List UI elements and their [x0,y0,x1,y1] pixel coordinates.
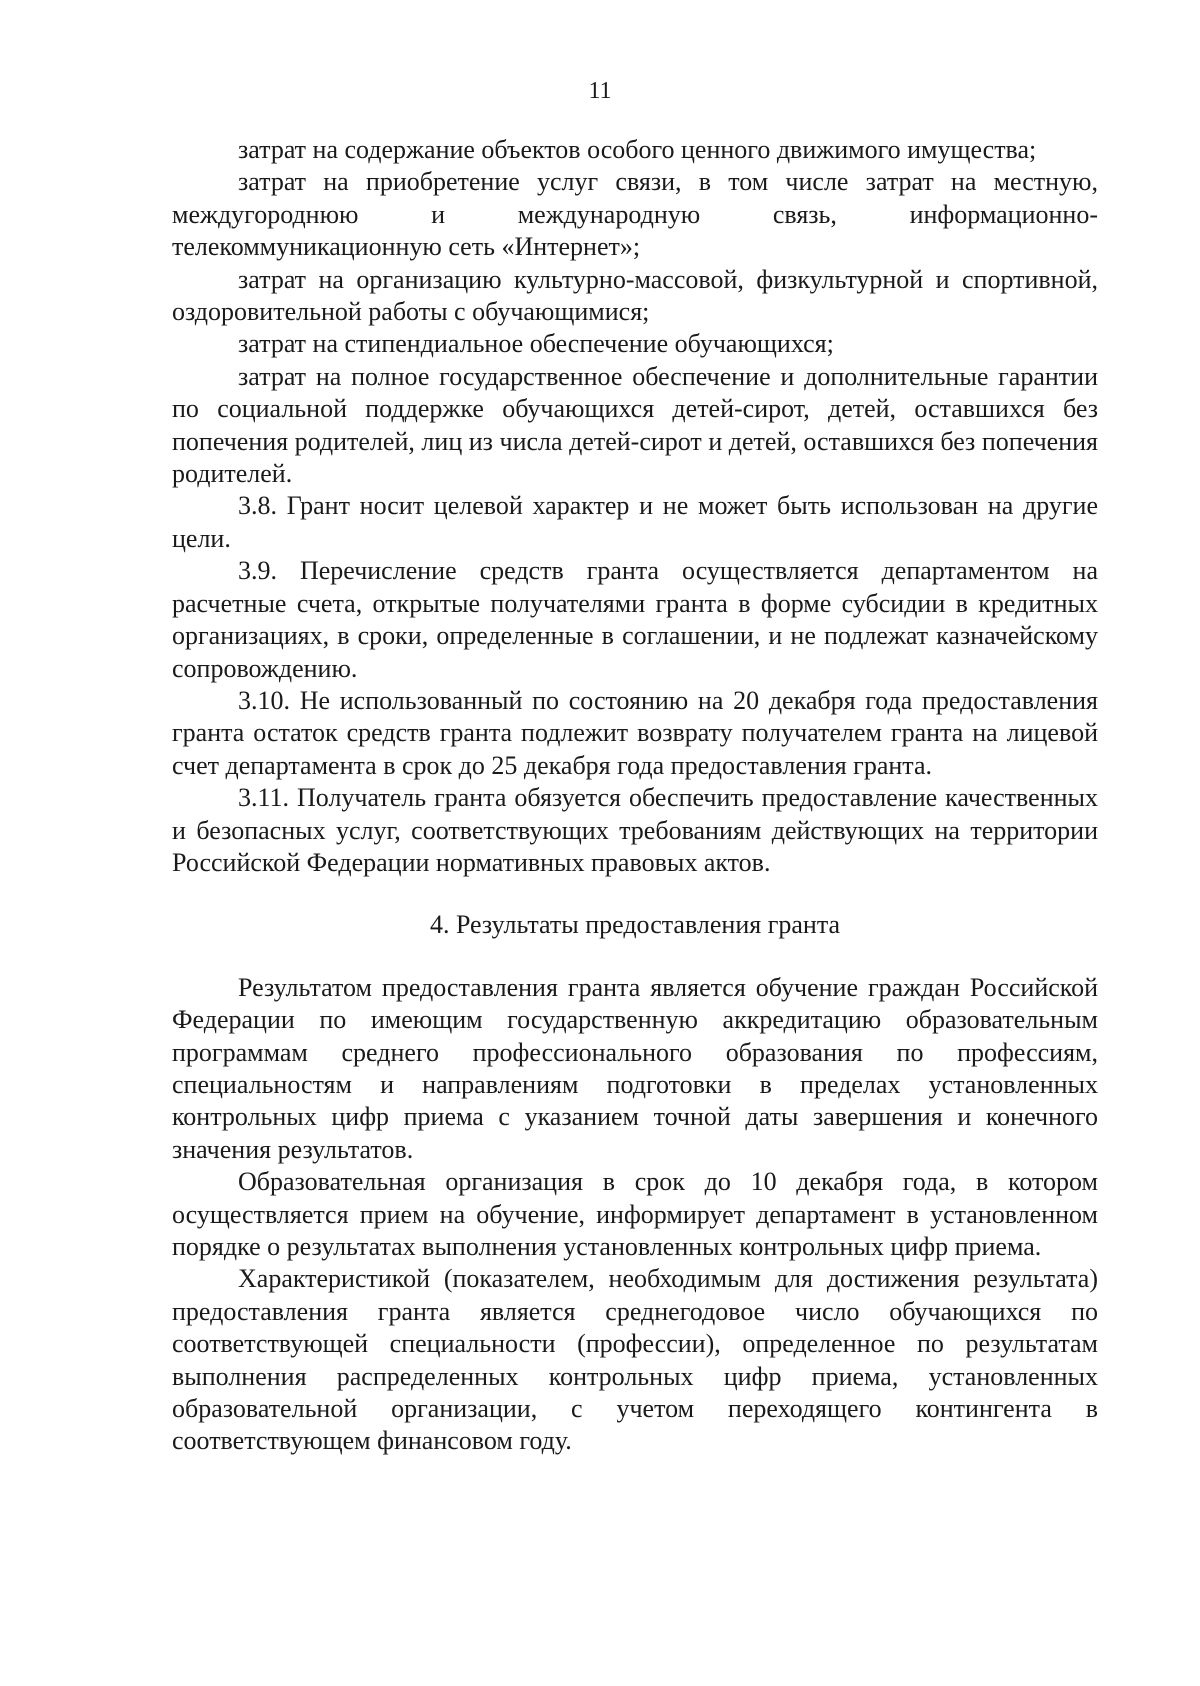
paragraph: затрат на приобретение услуг связи, в том числе затрат на местную, междугороднюю и международную связь, информационно-телекоммуникационную сеть «Интернет»; [172,167,1098,262]
paragraph: Образовательная организация в срок до 10 декабря года, в котором осуществляется прием на обучение, информирует департамент в установленном порядке о результатах выполнения установленных контрольных цифр приема. [172,1167,1098,1261]
paragraph: затрат на стипендиальное обеспечение обучающихся; [238,329,834,359]
paragraph: Характеристикой (показателем, необходимым для достижения результата) предоставления гранта является среднегодовое число обучающихся по соответствующей специальности (профессии), определенное по результатам выполнения распределенных контрольных цифр приема, установленных образовательной организации, с учетом переходящего контингента в соответствующем финансовом году. [172,1264,1098,1456]
paragraph-3-10: 3.10. Не использованный по состоянию на 20 декабря года предоставления гранта остаток средств гранта подлежит возврату получателем гранта на лицевой счет департамента в срок до 25 декабря года предоставления гранта. [172,685,1098,780]
paragraph: затрат на полное государственное обеспечение и дополнительные гарантии по социальной поддержке обучающихся детей-сирот, детей, оставшихся без попечения родителей, лиц из числа детей-сирот и детей, оставшихся без попечения родителей. [172,361,1098,489]
paragraph: затрат на содержание объектов особого ценного движимого имущества; [238,135,1037,164]
section-heading: 4. Результаты предоставления гранта [429,910,841,940]
document-body [172,134,1098,1458]
page-number: 11 [588,78,612,104]
paragraph-3-9: 3.9. Перечисление средств гранта осуществляется департаментом на расчетные счета, открытые получателями гранта в форме субсидии в кредитных организациях, в сроки, определенные в соглашении, и не подлежат казначейскому сопровождению. [172,556,1098,683]
paragraph: затрат на организацию культурно-массовой, физкультурной и спортивной, оздоровительной работы с обучающимися; [172,264,1098,327]
paragraph-3-11: 3.11. Получатель гранта обязуется обеспечить предоставление качественных и безопасных услуг, соответствующих требованиям действующих на территории Российской Федерации нормативных правовых актов. [172,783,1098,877]
paragraph: Результатом предоставления гранта является обучение граждан Российской Федерации по имеющим государственную аккредитацию образовательным программам среднего профессионального образования по профессиям, специальностям и направлениям подготовки в пределах установленных контрольных цифр приема с указанием точной даты завершения и конечного значения результатов. [172,972,1098,1164]
paragraph-3-8: 3.8. Грант носит целевой характер и не может быть использован на другие цели. [172,491,1098,553]
